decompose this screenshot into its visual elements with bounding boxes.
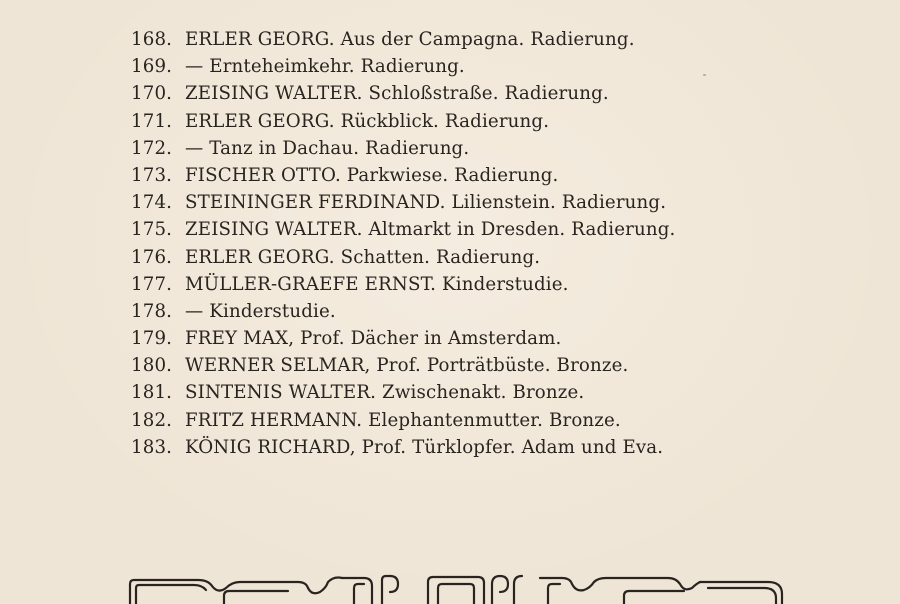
entry-text: — Kinderstudie. [185,300,336,322]
catalog-entry [131,298,675,325]
entry-text: — Ernteheimkehr. Radierung. [185,56,465,78]
entry-number: 175. [131,219,173,241]
catalog-entry [131,26,675,53]
entry-number: 169. [131,56,173,78]
entry-number: 182. [131,409,173,431]
catalog-entry [131,407,675,434]
catalog-entry [131,162,675,189]
entry-text: ERLER GEORG. Rückblick. Radierung. [185,110,550,132]
entry-text: STEININGER FERDINAND. Lilienstein. Radierung. [185,192,667,214]
entry-text: ERLER GEORG. Schatten. Radierung. [185,246,541,268]
entry-number: 183. [131,436,173,458]
entry-text: FREY MAX, Prof. Dächer in Amsterdam. [185,328,562,350]
entry-number: 171. [131,110,173,132]
catalog-entry [131,379,675,406]
entry-number: 170. [131,83,173,105]
catalog-entry [131,80,675,107]
entry-number: 180. [131,355,173,377]
entry-text: ZEISING WALTER. Altmarkt in Dresden. Radierung. [185,219,676,241]
entry-number: 172. [131,137,173,159]
entry-text: FISCHER OTTO. Parkwiese. Radierung. [185,164,559,186]
entry-number: 179. [131,328,173,350]
catalog-entry [131,244,675,271]
catalog-entry [131,271,675,298]
entry-text: SINTENIS WALTER. Zwischenakt. Bronze. [185,382,585,404]
catalog-entry [131,434,675,461]
paper-speck [703,74,706,76]
entry-number: 174. [131,192,173,214]
catalog-entry [131,135,675,162]
entry-number: 176. [131,246,173,268]
catalog-entry-list [131,26,675,461]
entry-text: MÜLLER-GRAEFE ERNST. Kinderstudie. [185,273,569,295]
entry-number: 168. [131,29,173,50]
entry-number: 178. [131,300,173,322]
catalog-entry [131,53,675,80]
entry-text: — Tanz in Dachau. Radierung. [185,137,470,159]
entry-number: 181. [131,382,173,404]
entry-text: WERNER SELMAR, Prof. Porträtbüste. Bronze. [185,355,629,377]
catalog-entry [131,108,675,135]
entry-number: 173. [131,164,173,186]
catalog-entry [131,216,675,243]
entry-number: 177. [131,273,173,295]
entry-text: ZEISING WALTER. Schloßstraße. Radierung. [185,83,609,105]
entry-text: KÖNIG RICHARD, Prof. Türklopfer. Adam und Eva. [185,436,664,458]
catalog-entry [131,352,675,379]
catalog-entry [131,325,675,352]
catalog-entry [131,189,675,216]
entry-text: ERLER GEORG. Aus der Campagna. Radierung. [185,29,635,50]
entry-text: FRITZ HERMANN. Elephantenmutter. Bronze. [185,409,621,431]
